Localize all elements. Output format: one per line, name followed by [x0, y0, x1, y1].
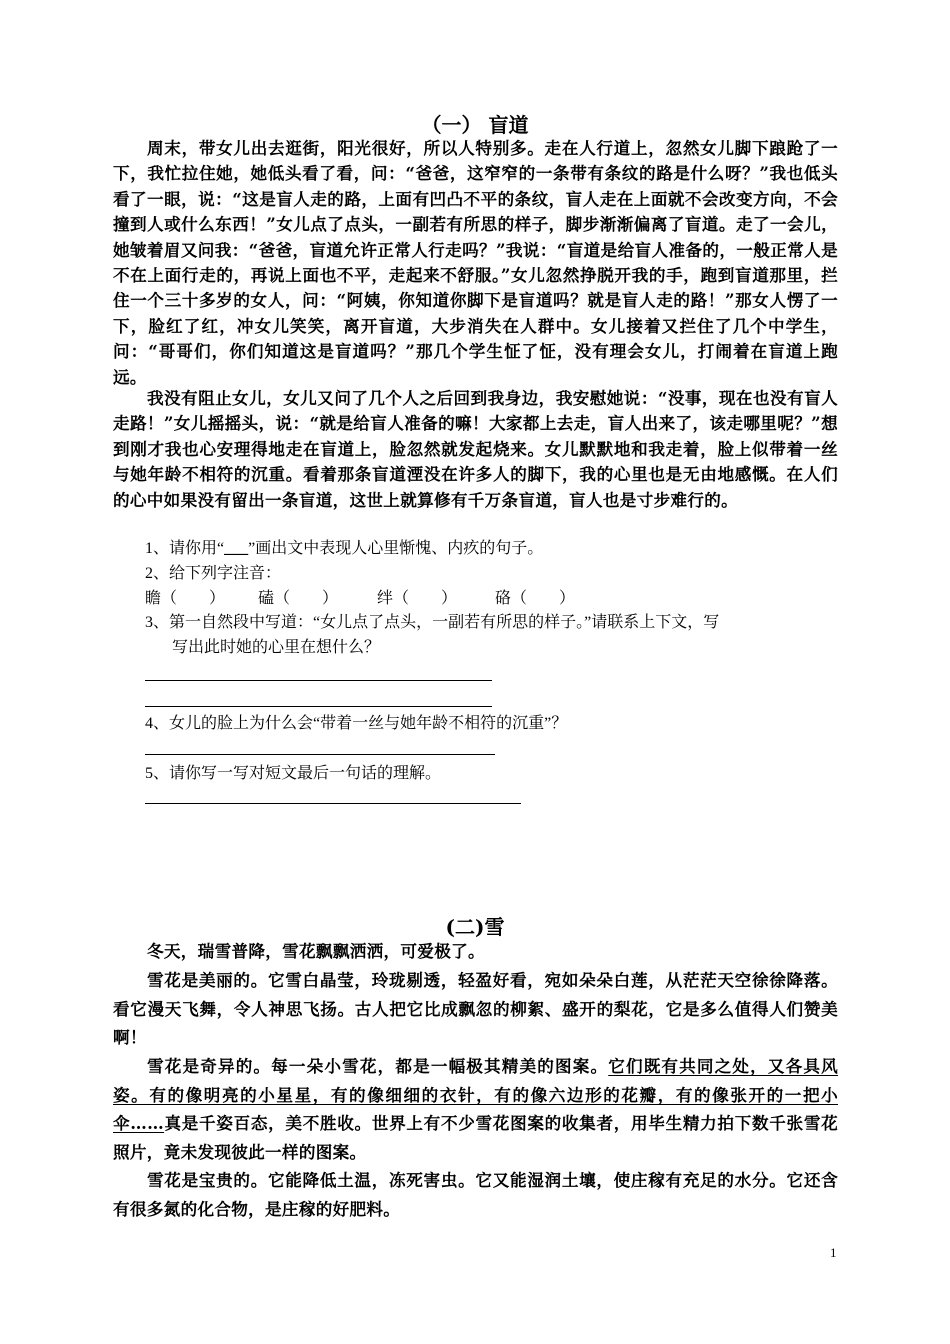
pinyin-row — [145, 587, 665, 611]
answer-line — [145, 754, 495, 755]
paragraph-3-text: 雪花是奇异的。每一朵小雪花，都是一幅极其精美的图案。 — [147, 1056, 609, 1076]
paragraph-3-rest: 真是千姿百态，美不胜收。世界上有不少雪花图案的收集者，用毕生精力拍下数千张雪花照片，竟未发现彼此一样的图案。 — [113, 1113, 838, 1162]
answer-line — [145, 803, 521, 804]
question-1-prefix: 1、请你用“ — [145, 540, 225, 557]
section2-paragraph-3 — [113, 1052, 838, 1166]
question-1-blank: ___ — [224, 540, 249, 557]
pinyin-item: 磕（ ） — [258, 590, 339, 607]
section1-paragraph-1: 周末，带女儿出去逛街，阳光很好，所以人特别多。走在人行道上，忽然女儿脚下踉跄了一下，我忙拉住她，她低头看了看，问：“爸爸，这窄窄的一条带有条纹的路是什么呀？”我也低头看了一眼，说：“这是盲人走的路，上面有凹凸不平的条纹，盲人走在上面就不会改变方向，不会撞到人或什么东西！”女儿点了点头，一副若有所思的样子，脚步渐渐偏离了盲道。走了一会儿，她皱着眉又问我：“爸爸，盲道允许正常人行走吗？”我说：“盲道是给盲人准备的，一般正常人是不在上面行走的，再说上面也不平，走起来不舒服。”女儿忽然挣脱开我的手，跑到盲道那里，拦住一个三十多岁的女人，问：“阿姨，你知道你脚下是盲道吗？就是盲人走的路！”那女人愣了一下，脸红了红，冲女儿笑笑，离开盲道，大步消失在人群中。女儿接着又拦住了几个中学生，问：“哥哥们，你们知道这是盲道吗？”那几个学生怔了怔，没有理会女儿，打闹着在盲道上跑远。 — [113, 138, 838, 387]
question-1 — [145, 537, 845, 561]
question-3-line-1: 3、第一自然段中写道：“女儿点了点头，一副若有所思的样子。”请联系上下文，写 — [145, 614, 720, 631]
section2-paragraph-4: 雪花是宝贵的。它能降低土温，冻死害虫。它又能湿润土壤，使庄稼有充足的水分。它还含有很多氮的化合物，是庄稼的好肥料。 — [113, 1170, 838, 1219]
question-4: 4、女儿的脸上为什么会“带着一丝与她年龄不相符的沉重”？ — [145, 715, 568, 732]
section1-paragraph-2: 我没有阻止女儿，女儿又问了几个人之后回到我身边，我安慰她说：“没事，现在也没有盲人走路！”女儿摇摇头，说：“就是给盲人准备的嘛！大家都上去走，盲人出来了，该走哪里呢？”想到刚才我也心安理得地走在盲道上，脸忽然就发起烧来。女儿默默地和我走着，脸上似带着一丝与她年龄不相符的沉重。看着那条盲道湮没在许多人的脚下，我的心里也是无由地感慨。在人们的心中如果没有留出一条盲道，这世上就算修有千万条盲道，盲人也是寸步难行的。 — [113, 388, 838, 510]
section2-paragraph-2: 雪花是美丽的。它雪白晶莹，玲珑剔透，轻盈好看，宛如朵朵白莲，从茫茫天空徐徐降落。看它漫天飞舞，令人神思飞扬。古人把它比成飘忽的柳絮、盛开的梨花，它是多么值得人们赞美啊！ — [113, 970, 838, 1047]
underlined-sentence: 它们既有共同之处，又各具风姿。有的像明亮的小星星，有的像细细的衣针，有的像六边形的花瓣，有的像张开的一把小伞…… — [113, 1056, 838, 1133]
question-1-suffix: ”画出文中表现人心里惭愧、内疚的句子。 — [248, 540, 544, 557]
pinyin-item: 硌（ ） — [495, 590, 576, 607]
section2-title: (二)雪 — [445, 915, 505, 939]
section2-paragraph-1: 冬天，瑞雪普降，雪花飘飘洒洒，可爱极了。 — [147, 941, 485, 961]
question-3-line-2: 写出此时她的心里在想什么？ — [172, 639, 381, 656]
answer-line — [145, 706, 492, 707]
page-number: 1 — [830, 1245, 837, 1260]
question-2: 2、给下列字注音： — [145, 565, 282, 582]
answer-line — [145, 680, 492, 681]
question-5: 5、请你写一写对短文最后一句话的理解。 — [145, 765, 442, 782]
pinyin-item: 瞻（ ） — [145, 590, 226, 607]
section1-title: （一） 盲道 — [421, 113, 529, 137]
pinyin-item: 绊（ ） — [377, 590, 458, 607]
